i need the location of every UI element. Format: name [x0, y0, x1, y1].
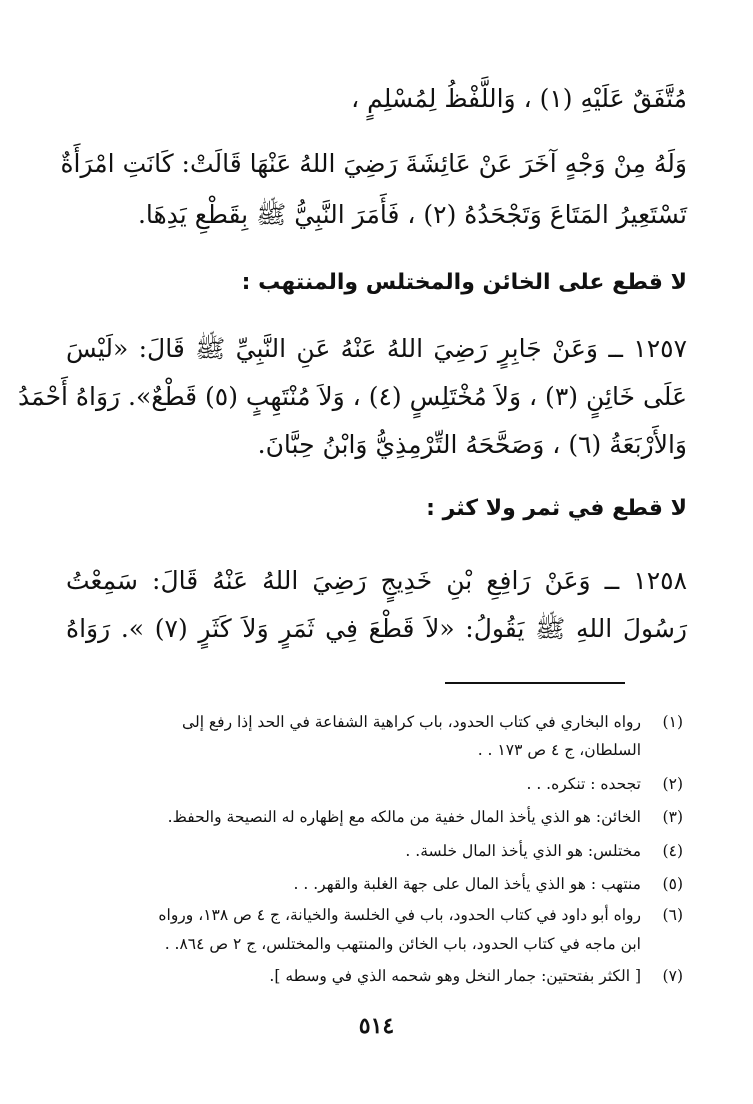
footnote-1: [60, 710, 683, 734]
body-line-2: وَلَهُ مِنْ وَجْهٍ آخَرَ عَنْ عَائِشَةَ رَضِيَ اللهُ عَنْهَا قَالَتْ: كَانَتِ امْرَأَةٌ: [60, 149, 687, 178]
footnote-number: (٢): [662, 775, 683, 793]
footnote-5: [60, 872, 683, 896]
section-heading-2: لا قطع في ثمر ولا كثر :: [426, 496, 687, 521]
footnote-text: منتهب : هو الذي يأخذ المال على جهة الغلبة والقهر. . .: [293, 875, 641, 893]
footnote-2: [60, 772, 683, 796]
footnote-text: تجحده : تنكره. . .: [526, 775, 641, 793]
footnote-1-continued: السلطان، ج ٤ ص ١٧٣ . .: [477, 741, 641, 759]
footnote-text: رواه أبو داود في كتاب الحدود، باب في الخلسة والخيانة، ج ٤ ص ١٣٨، ورواه: [158, 906, 641, 924]
footnote-6-continued: ابن ماجه في كتاب الحدود، باب الخائن والمنتهب والمختلس، ج ٢ ص ٨٦٤. .: [164, 935, 641, 953]
footnote-number: (١): [662, 713, 683, 731]
footnote-6: [60, 903, 683, 927]
body-line-5: عَلَى خَائِنٍ (٣) ، وَلاَ مُخْتَلِسٍ (٤) ، وَلاَ مُنْتَهِبٍ (٥) قَطْعٌ». رَوَاهُ أَحْمَدُ: [18, 382, 687, 411]
footnote-separator: [445, 682, 625, 684]
footnote-number: (٧): [662, 967, 683, 985]
footnote-text: رواه البخاري في كتاب الحدود، باب كراهية الشفاعة في الحد إذا رفع إلى: [182, 713, 641, 731]
footnote-number: (٤): [662, 842, 683, 860]
body-line-6: وَالأَرْبَعَةُ (٦) ، وَصَحَّحَهُ التِّرْمِذِيُّ وَابْنُ حِبَّانَ.: [257, 430, 687, 459]
body-line-8: رَسُولَ اللهِ ﷺ يَقُولُ: «لاَ قَطْعَ فِي ثَمَرٍ وَلاَ كَثَرٍ (٧) ». رَوَاهُ: [66, 614, 687, 643]
body-line-1: مُتَّفَقٌ عَلَيْهِ (١) ، وَاللَّفْظُ لِمُسْلِمٍ ،: [351, 84, 687, 113]
body-line-3: تَسْتَعِيرُ المَتَاعَ وَتَجْحَدُهُ (٢) ، فَأَمَرَ النَّبِيُّ ﷺ بِقَطْعِ يَدِهَا.: [137, 200, 687, 229]
footnote-3: [60, 805, 683, 829]
section-heading-1: لا قطع على الخائن والمختلس والمنتهب :: [241, 270, 687, 295]
footnote-text: مختلس: هو الذي يأخذ المال خلسة. .: [405, 842, 641, 860]
page-number: ٥١٤: [358, 1013, 395, 1039]
footnote-7: [60, 964, 683, 988]
footnote-text: الخائن: هو الذي يأخذ المال خفية من مالكه مع إظهاره له النصيحة والحفظ.: [167, 808, 641, 826]
footnote-4: [60, 839, 683, 863]
footnote-text: [ الكثر بفتحتين: جمار النخل وهو شحمه الذي في وسطه ].: [269, 967, 641, 985]
body-line-7: ١٢٥٨ ــ وَعَنْ رَافِعِ بْنِ خَدِيجٍ رَضِيَ اللهُ عَنْهُ قَالَ: سَمِعْتُ: [66, 566, 687, 595]
footnote-number: (٥): [662, 875, 683, 893]
footnote-number: (٣): [662, 808, 683, 826]
body-line-4: ١٢٥٧ ــ وَعَنْ جَابِرٍ رَضِيَ اللهُ عَنْهُ عَنِ النَّبِيِّ ﷺ قَالَ: «لَيْسَ: [66, 334, 687, 363]
footnote-number: (٦): [662, 906, 683, 924]
